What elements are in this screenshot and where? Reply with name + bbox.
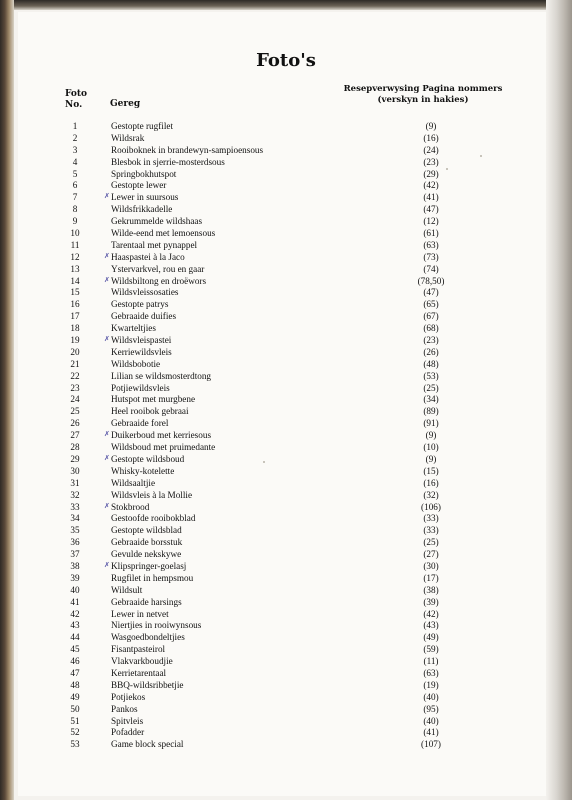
dish-name: Wasgoedbondeltjies [111,632,185,643]
list-item [0,668,572,680]
recipe-page-reference: (43) [423,620,439,631]
recipe-page-reference: (40) [423,715,439,726]
recipe-page-reference: (15) [423,465,439,476]
dish-name: Vlakvarkboudjie [111,656,173,667]
dish-name: Wildsbobotie [111,358,161,369]
dish-name: Blesbok in sjerrie-mosterdsous [111,156,225,167]
dish-name: Stokbrood [111,501,150,512]
list-item [0,323,572,335]
list-item [0,204,572,216]
list-item [0,180,572,192]
no-header-label: No. [65,100,83,110]
handwritten-tick-icon: ✗ [104,275,110,284]
photo-number: 36 [70,537,80,548]
recipe-page-reference: (25) [423,537,439,548]
photo-number: 6 [72,180,78,191]
photo-number: 35 [70,525,80,536]
photo-number: 52 [70,727,80,738]
recipe-page-reference: (32) [423,489,439,500]
recipe-page-reference: (49) [423,632,439,643]
dish-name: Springbokhutspot [111,168,177,179]
dish-name: Ystervarkvel, rou en gaar [111,263,205,274]
recipe-page-reference: (24) [423,144,439,155]
photo-number: 48 [70,679,80,690]
dish-name: Lilian se wildsmosterdtong [111,370,212,381]
recipe-page-reference: (19) [423,679,439,690]
dish-name: Gestopte lewer [111,180,167,191]
recipe-page-reference: (9) [425,430,437,441]
photo-number: 19 [70,335,80,346]
list-item [0,299,572,311]
handwritten-tick-icon: ✗ [104,453,110,462]
photo-number: 33 [70,501,80,512]
list-item [0,335,572,347]
dish-name: Potjiekos [111,691,146,702]
handwritten-tick-icon: ✗ [104,430,110,439]
recipe-page-reference: (23) [423,335,439,346]
recipe-page-reference: (74) [423,263,439,274]
dish-name: Wildsvleis à la Mollie [111,489,193,500]
photo-number: 34 [70,513,80,524]
dish-name: Spitvleis [111,715,144,726]
list-item [0,549,572,561]
recipe-page-reference: (39) [423,596,439,607]
recipe-page-reference: (91) [423,418,439,429]
photo-number: 2 [72,132,78,143]
list-item [0,252,572,264]
recipe-page-reference: (9) [425,121,437,131]
photo-number: 22 [70,370,80,381]
dish-name: Gebraaide harsings [111,596,182,607]
photo-number: 39 [70,572,80,583]
photo-number: 25 [70,406,80,417]
photo-number: 45 [70,644,80,655]
recipe-page-reference: (63) [423,667,439,678]
recipe-page-reference: (59) [423,644,439,655]
recipe-page-reference: (48) [423,358,439,369]
list-item [0,383,572,395]
list-item [0,406,572,418]
list-item [0,347,572,359]
photo-number: 9 [72,216,78,227]
handwritten-tick-icon: ✗ [104,251,110,260]
photo-number: 41 [70,596,80,607]
recipe-page-reference: (40) [423,691,439,702]
recipe-page-reference: (68) [423,323,439,334]
photo-number: 7 [72,192,78,203]
dish-name: Wildsvleissosaties [111,287,179,298]
list-item [0,276,572,288]
list-item [0,585,572,597]
photo-number: 5 [72,168,78,179]
dish-name: Kwarteltjies [111,323,156,334]
recipe-page-reference: (38) [423,584,439,595]
dish-name: Potjiewildsvleis [111,382,170,393]
photo-number: 11 [70,239,80,250]
photo-number: 21 [70,358,80,369]
dish-name: Lewer in suursous [111,192,179,203]
recipe-page-reference: (10) [423,442,439,453]
list-item [0,502,572,514]
list-item [0,716,572,728]
photo-number: 42 [70,608,80,619]
dish-name: Heel rooibok gebraai [111,406,189,417]
recipe-page-reference: (65) [423,299,439,310]
recipe-page-reference: (63) [423,239,439,250]
photo-number: 14 [70,275,80,286]
list-item [0,454,572,466]
list-item [0,228,572,240]
photo-number: 17 [70,311,80,322]
list-item [0,133,572,145]
foto-no-header [65,89,87,111]
recipe-page-reference: (17) [423,572,439,583]
list-item [0,466,572,478]
recipe-page-reference: (95) [423,703,439,714]
gereg-header: Gereg [110,99,141,109]
list-item [0,394,572,406]
paper-speck [263,461,265,463]
dish-name: Hutspot met murgbene [111,394,196,405]
dish-name: Gebraaide borsstuk [111,537,183,548]
photo-number: 16 [70,299,80,310]
photo-number: 46 [70,656,80,667]
list-item [0,739,572,751]
recipe-page-reference: (16) [423,132,439,143]
dish-name: Klipspringer-goelasj [111,560,187,571]
dish-name: Kerriewildsvleis [111,346,172,357]
dish-name: Tarentaal met pynappel [111,239,198,250]
photo-number: 32 [70,489,80,500]
paper-speck [480,155,482,157]
recipe-page-reference: (11) [423,656,439,667]
list-item [0,692,572,704]
list-item [0,240,572,252]
dish-name: Rooiboknek in brandewyn-sampioensous [111,144,264,155]
recipe-page-reference: (61) [423,228,439,239]
recipe-page-reference: (42) [423,608,439,619]
photo-number: 28 [70,442,80,453]
recipe-page-reference: (47) [423,287,439,298]
list-item [0,609,572,621]
list-item [0,371,572,383]
photo-number: 38 [70,560,80,571]
photo-number: 29 [70,453,80,464]
dish-name: Pankos [111,703,138,714]
dish-name: Gestopte wildsblad [111,525,182,536]
photo-number: 8 [72,204,78,215]
photo-number: 15 [70,287,80,298]
list-item [0,537,572,549]
list-item [0,644,572,656]
recipe-page-reference: (30) [423,560,439,571]
dish-name: Wildsvleispastei [111,335,172,346]
recipe-page-reference: (29) [423,168,439,179]
list-item [0,561,572,573]
list-item [0,311,572,323]
photo-number: 13 [70,263,80,274]
recipe-page-reference: (16) [423,477,439,488]
list-item [0,216,572,228]
recipe-page-reference: (47) [423,204,439,215]
list-item [0,525,572,537]
recipe-page-reference: (67) [423,311,439,322]
photo-number: 31 [70,477,80,488]
dish-name: Gestopte wildsboud [111,453,185,464]
recipe-page-reference: (41) [423,727,439,738]
paper-speck [446,168,448,170]
list-item [0,287,572,299]
photo-number: 30 [70,465,80,476]
dish-name: Gebraaide duifies [111,311,177,322]
dish-name: Gebraaide forel [111,418,169,429]
dish-name: Game block special [111,739,184,750]
list-item [0,121,572,133]
list-item [0,478,572,490]
dish-name: Kerrietarentaal [111,667,167,678]
recipe-page-reference: (107) [421,739,441,750]
photo-number: 26 [70,418,80,429]
dish-name: Niertjies in rooiwynsous [111,620,202,631]
reference-header-line2: (verskyn in hakies) [377,95,469,105]
list-item [0,656,572,668]
recipe-page-reference: (34) [423,394,439,405]
list-item [0,430,572,442]
photo-number: 10 [70,228,80,239]
list-item [0,727,572,739]
dish-name: Wilde-eend met lemoensous [111,228,216,239]
photo-number: 40 [70,584,80,595]
list-item [0,573,572,585]
handwritten-tick-icon: ✗ [104,335,110,344]
photo-list [0,121,572,751]
dish-name: BBQ-wildsribbetjie [111,679,184,690]
recipe-page-reference: (33) [423,513,439,524]
handwritten-tick-icon: ✗ [104,560,110,569]
dish-name: Wildsfrikkadelle [111,204,173,215]
photo-number: 18 [70,323,80,334]
list-item [0,169,572,181]
handwritten-tick-icon: ✗ [104,192,110,201]
dish-name: Gestopte rugfilet [111,121,173,131]
dish-name: Wildsult [111,584,143,595]
dish-name: Wildsrak [111,132,145,143]
dish-name: Gestoofde rooibokblad [111,513,196,524]
list-item [0,264,572,276]
page-title: Foto's [256,50,316,71]
list-item [0,597,572,609]
book-edge-top [0,0,572,10]
photo-number: 1 [72,121,78,131]
list-item [0,490,572,502]
dish-name: Wildsaaltjie [111,477,156,488]
list-item [0,359,572,371]
list-item [0,680,572,692]
list-item [0,145,572,157]
recipe-page-reference: (73) [423,251,439,262]
reference-header-line1: Resepverwysing Pagina nommers [343,84,503,94]
recipe-page-reference: (25) [423,382,439,393]
handwritten-tick-icon: ✗ [104,501,110,510]
reference-header [334,84,512,106]
dish-name: Wildsbiltong en droëwors [111,275,207,286]
recipe-page-reference: (27) [423,549,439,560]
recipe-page-reference: (33) [423,525,439,536]
photo-number: 12 [70,251,80,262]
recipe-page-reference: (23) [423,156,439,167]
recipe-page-reference: (12) [423,216,439,227]
photo-number: 50 [70,703,80,714]
recipe-page-reference: (41) [423,192,439,203]
dish-name: Gevulde nekskywe [111,549,182,560]
dish-name: Pofadder [111,727,145,738]
photo-number: 47 [70,667,80,678]
photo-number: 23 [70,382,80,393]
photo-number: 24 [70,394,80,405]
list-item [0,513,572,525]
dish-name: Gekrummelde wildshaas [111,216,203,227]
list-item [0,442,572,454]
photo-number: 4 [72,156,78,167]
photo-number: 44 [70,632,80,643]
photo-number: 20 [70,346,80,357]
dish-name: Fisantpasteirol [111,644,166,655]
dish-name: Haaspastei à la Jaco [111,251,185,262]
dish-name: Lewer in netvet [111,608,169,619]
list-item [0,192,572,204]
list-item [0,157,572,169]
list-item [0,704,572,716]
foto-header-label: Foto [65,89,88,99]
recipe-page-reference: (78,50) [417,275,445,286]
photo-number: 51 [70,715,80,726]
list-item [0,620,572,632]
recipe-page-reference: (106) [421,501,441,512]
dish-name: Rugfilet in hempsmou [111,572,194,583]
list-item [0,418,572,430]
recipe-page-reference: (42) [423,180,439,191]
list-item [0,632,572,644]
dish-name: Wildsboud met pruimedante [111,442,216,453]
recipe-page-reference: (53) [423,370,439,381]
photo-number: 49 [70,691,80,702]
photo-number: 27 [70,430,80,441]
dish-name: Gestopte patrys [111,299,169,310]
photo-number: 3 [72,144,78,155]
recipe-page-reference: (89) [423,406,439,417]
dish-name: Duikerboud met kerriesous [111,430,212,441]
photo-number: 43 [70,620,80,631]
photo-number: 37 [70,549,80,560]
recipe-page-reference: (9) [425,453,437,464]
recipe-page-reference: (26) [423,346,439,357]
dish-name: Whisky-kotelette [111,465,175,476]
photo-number: 53 [70,739,80,750]
